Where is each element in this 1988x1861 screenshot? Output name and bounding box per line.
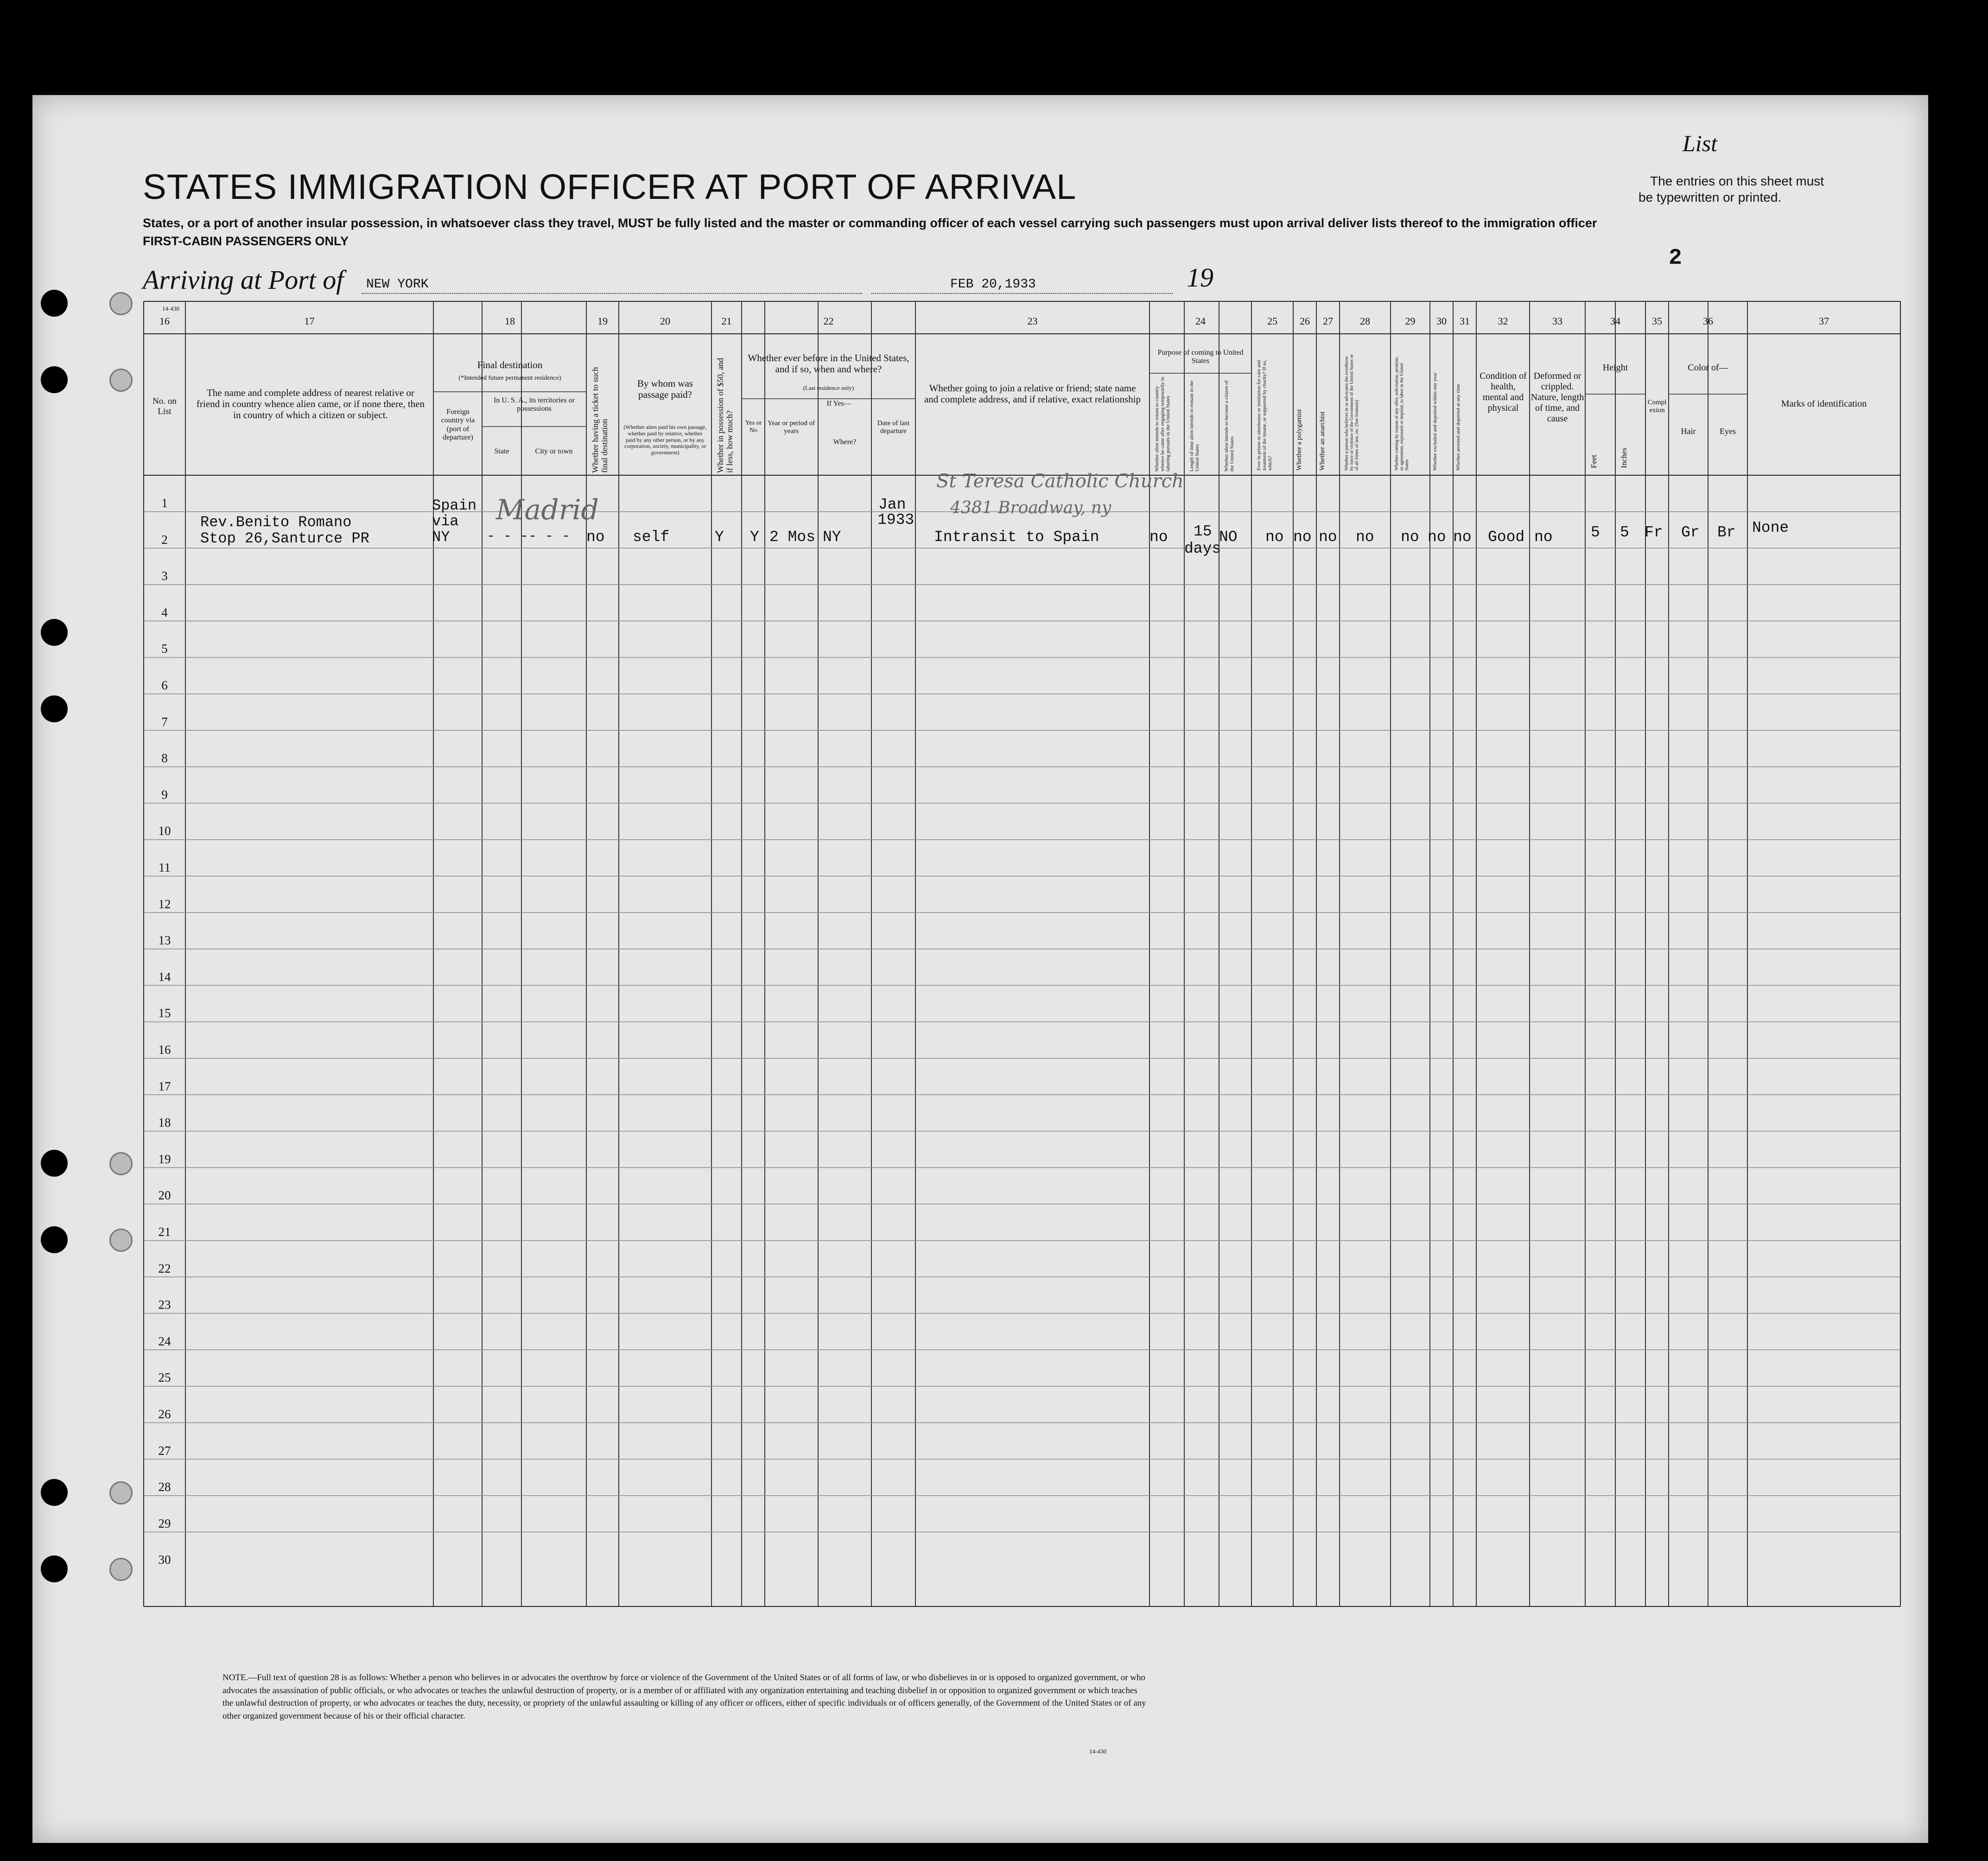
city-dashes: - - - — [528, 529, 571, 544]
joining-handwritten-1: St Teresa Catholic Church — [936, 471, 1184, 492]
header-foreign-country: Foreign country via (port of departure) — [441, 408, 475, 442]
date-value: FEB 20,1933 — [950, 277, 1036, 292]
col-num-35: 35 — [1652, 315, 1662, 327]
header-citizen: Whether alien intends to become a citizen of the United States — [1224, 380, 1235, 472]
row-number: 18 — [158, 1115, 171, 1130]
header-fifty-dollars: Whether in possession of $50, and if less, how much? — [716, 358, 734, 473]
col-num-34: 34 — [1610, 315, 1620, 327]
header-years: Year or period of years — [767, 420, 815, 435]
header-polygamist: Whether a polygamist — [1296, 409, 1303, 471]
row-number: 27 — [158, 1443, 171, 1458]
header-state: State — [494, 447, 509, 455]
col-num-37: 37 — [1819, 315, 1829, 327]
foreign-line-3: NY — [432, 529, 450, 546]
col-num-16: 16 — [159, 315, 170, 327]
citizen-value: NO — [1219, 529, 1238, 546]
entries-note-1: The entries on this sheet must — [1650, 174, 1824, 188]
joining-handwritten-2: 4381 Broadway, ny — [950, 498, 1112, 517]
port-value: NEW YORK — [366, 277, 429, 292]
overthrow-value: no — [1356, 529, 1374, 546]
paid-by-value: self — [633, 529, 670, 546]
anarchist-value: no — [1319, 529, 1337, 546]
header-paid-by: By whom was passage paid? — [637, 378, 693, 401]
header-excluded: Whether excluded and deported within one year — [1432, 372, 1438, 471]
foreign-line-2: via — [432, 513, 459, 530]
header-paid-by-sub: (Whether alien paid his own passage, whether paid by relative, whether paid by any other person, or by any corporation, society, municipality, or government) — [623, 424, 707, 456]
year-prefix: 19 — [1187, 262, 1213, 293]
row-number: 17 — [158, 1079, 171, 1093]
row-number: 23 — [158, 1298, 171, 1312]
foreign-line-1: Spain — [432, 497, 477, 514]
before-yes-value: Y — [750, 529, 759, 546]
length-value-1: 15 — [1194, 523, 1212, 540]
eyes-value: Br — [1717, 524, 1736, 541]
col-num-36: 36 — [1703, 315, 1713, 327]
prison-value: no — [1265, 529, 1284, 546]
footnote: NOTE.—Full text of question 28 is as follows: Whether a person who believes in or advocates the overthrow by force or violence of the Government of the United States or of all forms of law, or who disbelieves in or is opposed to organized government, or who advocates the assassination of public officials, or who advocates or teaches the unlawful destruction of property, or is a member of or affiliated with any organization entertaining and teaching disbelief in or opposition to organized government or which teaches the unlawful destruction of property, or who advocates or teaches the duty, necessity, or propriety of the unlawful assaulting or killing of any officer or officers, either of specific individuals or of officers generally, of the Government of the United States or of any other organized government because of his or their official character. — [222, 1673, 1146, 1721]
arriving-label: Arriving at Port of — [143, 265, 344, 295]
header-final-destination: Final destination — [477, 359, 543, 370]
page-mark: 2 — [1669, 246, 1682, 271]
col-num-31: 31 — [1460, 315, 1470, 327]
health-value: Good — [1488, 529, 1525, 546]
row-number: 26 — [158, 1407, 171, 1421]
last-departure-2: 1933 — [877, 511, 915, 529]
header-deformed: Deformed or crippled. Nature, length of time, and cause — [1531, 371, 1584, 424]
col-num-18: 18 — [505, 315, 515, 327]
relative-line-1: Rev.Benito Romano — [200, 514, 352, 531]
row-number: 14 — [158, 969, 171, 984]
row-number: 30 — [158, 1553, 171, 1567]
entries-note-2: be typewritten or printed. — [1639, 190, 1782, 204]
row-number: 24 — [158, 1334, 171, 1348]
row-number: 15 — [158, 1006, 171, 1020]
marks-value: None — [1752, 519, 1789, 536]
row-number: 12 — [158, 897, 171, 911]
row-number: 4 — [161, 605, 168, 619]
row-number: 21 — [158, 1225, 171, 1239]
header-final-destination-sub: (*Intended future permanent residence) — [458, 375, 561, 382]
years-value: 2 Mos — [769, 529, 816, 546]
col-num-23: 23 — [1027, 315, 1038, 327]
state-dashes: - - - — [487, 529, 529, 544]
col-num-33: 33 — [1552, 315, 1562, 327]
header-hair: Hair — [1681, 427, 1696, 436]
header-return: Whether alien intends to return to country whence he came after engaging temporarily in laboring pursuits in the United States — [1154, 376, 1171, 472]
header-in-usa: In U. S. A., its territories or possessions — [493, 396, 575, 413]
col-num-30: 30 — [1436, 315, 1447, 327]
header-where: Where? — [833, 438, 857, 446]
where-value: NY — [823, 529, 841, 546]
row-number: 10 — [158, 824, 171, 838]
row-number: 25 — [158, 1370, 171, 1385]
header-purpose: Purpose of coming to United States — [1157, 349, 1244, 365]
header-if-yes: If Yes— — [826, 400, 851, 408]
subtitle: States, or a port of another insular possession, in whatsoever class they travel, MUST be fully listed and the master or commanding officer of each vessel carrying such passengers must upon arrival deliver lists thereof to the immigration officer — [143, 216, 1597, 230]
col-num-19: 19 — [597, 315, 608, 327]
row-number: 11 — [159, 860, 171, 874]
last-departure-1: Jan — [878, 496, 906, 513]
header-ticket: Whether having a ticket to such final destination — [591, 367, 609, 473]
header-before-in-us: Whether ever before in the United States, and if so, when and where? — [748, 352, 909, 375]
col-num-29: 29 — [1405, 315, 1416, 327]
header-yes-no: Yes or No — [745, 420, 762, 434]
row-number: 3 — [161, 569, 168, 583]
form-number: 14-430 — [1089, 1748, 1106, 1755]
header-marks: Marks of identification — [1781, 399, 1867, 409]
header-height: Height — [1602, 363, 1628, 373]
header-arrested: Whether arrested and deported at any time — [1455, 384, 1461, 471]
polygamist-value: no — [1293, 529, 1312, 546]
deformed-value: no — [1534, 529, 1553, 546]
form-number-top: 14-430 — [162, 305, 179, 312]
col-num-32: 32 — [1498, 315, 1508, 327]
row-number: 29 — [158, 1516, 171, 1530]
row-number: 19 — [158, 1152, 171, 1166]
complexion-value: Fr — [1645, 524, 1663, 541]
header-anarchist: Whether an anarchist — [1319, 411, 1326, 471]
header-offer: Whether coming by reason of any offer, solicitation, promise, or agreement, expressed or implied, to labor in the United States — [1394, 356, 1410, 471]
col-num-28: 28 — [1360, 315, 1370, 327]
header-relative: The name and complete address of nearest relative or friend in country whence alien came, or if none there, then in country of which a citizen or subject. — [196, 387, 425, 421]
joining-value: Intransit to Spain — [934, 529, 1099, 546]
return-value: no — [1150, 529, 1168, 546]
ticket-value: no — [586, 529, 605, 546]
row-number: 28 — [158, 1480, 171, 1494]
row-number: 20 — [158, 1188, 171, 1203]
row-number: 8 — [161, 751, 168, 765]
inches-value: 5 — [1620, 524, 1629, 541]
col-num-17: 17 — [304, 315, 315, 327]
header-prison: Ever in prison or almshouse or institution for care and treatment of the insane, or supported by charity? If so, which? — [1256, 360, 1273, 471]
row-number: 2 — [161, 532, 168, 547]
row-number: 6 — [161, 678, 168, 692]
row-number: 7 — [161, 714, 168, 729]
col-num-24: 24 — [1195, 315, 1206, 327]
subtitle-2: FIRST-CABIN PASSENGERS ONLY — [143, 234, 349, 248]
col-num-27: 27 — [1323, 315, 1333, 327]
header-complexion: Complexion — [1647, 399, 1667, 414]
header-city: City or town — [535, 447, 573, 455]
row-number: 1 — [161, 496, 168, 510]
header-length: Length of time alien intends to remain in the United States — [1189, 380, 1200, 472]
header-color: Color of— — [1688, 363, 1728, 373]
header-last-departure: Date of last departure — [877, 420, 910, 435]
excluded-value: no — [1428, 529, 1446, 546]
header-health: Condition of health, mental and physical — [1480, 371, 1527, 413]
col-num-20: 20 — [660, 315, 670, 327]
header-joining: Whether going to join a relative or friend; state name and complete address, and if relative, exact relationship — [924, 382, 1141, 405]
header-no-on-list: No. on List — [152, 396, 177, 416]
hair-value: Gr — [1681, 524, 1700, 541]
header-overthrow: Whether a person who believes in or advocates the overthrow by force or violence of the Government of the United States or of all forms of law, etc. (See footnote) — [1344, 354, 1359, 471]
has-50-value: Y — [715, 529, 724, 546]
arrested-value: no — [1453, 529, 1472, 546]
header-inches: Inches — [1620, 447, 1628, 468]
relative-line-2: Stop 26,Santurce PR — [200, 530, 369, 547]
row-number: 22 — [158, 1261, 171, 1275]
length-value-2: days — [1184, 540, 1221, 557]
city-handwritten: Madrid — [496, 494, 599, 526]
col-num-22: 22 — [823, 315, 834, 327]
offer-value: no — [1401, 529, 1419, 546]
list-label: List — [1683, 130, 1718, 156]
row-number: 9 — [161, 787, 168, 802]
row-number: 5 — [161, 642, 168, 656]
header-last-residence: (Last residence only) — [803, 384, 854, 391]
col-num-26: 26 — [1300, 315, 1310, 327]
col-num-21: 21 — [721, 315, 732, 327]
col-num-25: 25 — [1267, 315, 1277, 327]
header-feet: Feet — [1589, 454, 1598, 468]
row-number: 13 — [158, 933, 171, 948]
row-number: 16 — [158, 1043, 171, 1057]
page-title: STATES IMMIGRATION OFFICER AT PORT OF ARRIVAL — [143, 167, 1077, 207]
header-eyes: Eyes — [1720, 427, 1736, 436]
feet-value: 5 — [1591, 524, 1600, 541]
